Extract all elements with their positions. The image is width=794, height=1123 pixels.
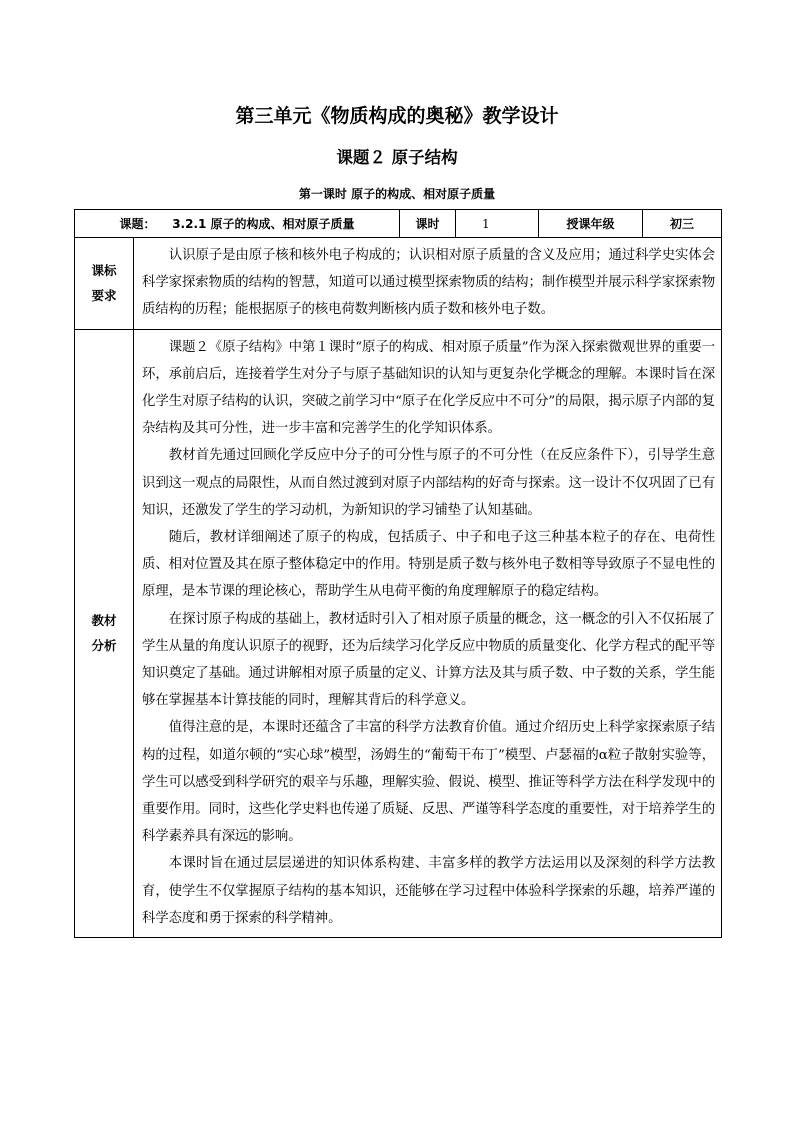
analysis-label — [75, 329, 134, 937]
document-title: 第三单元《物质构成的奥秘》教学设计 — [235, 105, 559, 127]
period-value: 1 — [456, 210, 539, 238]
standards-content — [134, 238, 722, 330]
grade-label: 授课年级 — [539, 210, 643, 238]
lesson-title: 第一课时 原子的构成、相对原子质量 — [298, 187, 496, 201]
topic-cell — [75, 210, 400, 238]
topic-value: 3.2.1 原子的构成、相对原子质量 — [172, 217, 355, 231]
grade-value: 初三 — [643, 210, 722, 238]
standards-row — [75, 238, 722, 330]
standards-label-line2: 要求 — [91, 288, 117, 304]
header-row — [75, 210, 722, 238]
standards-text: 认识原子是由原子核和核外电子构成的；认识相对原子质量的含义及应用；通过科学史实体会科学家探索物质的结构的智慧，知道可以通过模型探索物质的结构；制作模型并展示科学家探索物质结构的历程；能根据原子的核电荷数判断核内质子数和核外电子数。 — [142, 248, 715, 318]
analysis-paragraph: 值得注意的是，本课时还蕴含了丰富的科学方法教育价值。通过介绍历史上科学家探索原子结构的过程，如道尔顿的“实心球”模型，汤姆生的“葡萄干布丁”模型、卢瑟福的α粒子散射实验等，学生可以感受到科学研究的艰辛与乐趣，理解实验、假说、模型、推证等科学方法在科学发现中的重要作用。同时，这些化学史料也传递了质疑、反思、严谨等科学态度的重要性，对于培养学生的科学素养具有深远的影响。 — [142, 720, 715, 845]
period-label: 课时 — [400, 210, 456, 238]
analysis-paragraph: 在探讨原子构成的基础上，教材适时引入了相对原子质量的概念，这一概念的引入不仅拓展了学生从量的角度认识原子的视野，还为后续学习化学反应中物质的质量变化、化学方程式的配平等知识奠定了基础。通过讲解相对原子质量的定义、计算方法及其与质子数、中子数的关系，学生能够在掌握基本计算技能的同时，理解其背后的科学意义。 — [142, 611, 715, 709]
analysis-label-line2: 分析 — [91, 638, 117, 654]
topic-label: 课题： — [119, 217, 156, 231]
standards-label — [75, 238, 134, 330]
analysis-content — [134, 329, 722, 937]
analysis-paragraph: 教材首先通过回顾化学反应中分子的可分性与原子的不可分性（在反应条件下），引导学生意识到这一观点的局限性，从而自然过渡到对原子内部结构的好奇与探索。这一设计不仅巩固了已有知识，还激发了学生的学习动机，为新知识的学习铺垫了认知基础。 — [142, 448, 715, 518]
lesson-plan-table — [74, 209, 722, 938]
analysis-paragraph: 课题２《原子结构》中第１课时“原子的构成、相对原子质量”作为深入探索微观世界的重要一环，承前启后，连接着学生对分子与原子基础知识的认知与更复杂化学概念的理解。本课时旨在深化学生对原子结构的认识，突破之前学习中“原子在化学反应中不可分”的局限，揭示原子内部的复杂结构及其可分性，进一步丰富和完善学生的化学知识体系。 — [142, 339, 715, 437]
document-subtitle: 课题２ 原子结构 — [336, 148, 458, 167]
standards-label-line1: 课标 — [91, 263, 117, 279]
analysis-row — [75, 329, 722, 937]
analysis-paragraph: 本课时旨在通过层层递进的知识体系构建、丰富多样的教学方法运用以及深刻的科学方法教育，使学生不仅掌握原子结构的基本知识，还能够在学习过程中体验科学探索的乐趣，培养严谨的科学态度和勇于探索的科学精神。 — [142, 856, 715, 926]
analysis-label-line1: 教材 — [91, 613, 117, 629]
analysis-paragraph: 随后，教材详细阐述了原子的构成，包括质子、中子和电子这三种基本粒子的存在、电荷性质、相对位置及其在原子整体稳定中的作用。特别是质子数与核外电子数相等导致原子不显电性的原理，是本节课的理论核心，帮助学生从电荷平衡的角度理解原子的稳定结构。 — [142, 530, 715, 600]
